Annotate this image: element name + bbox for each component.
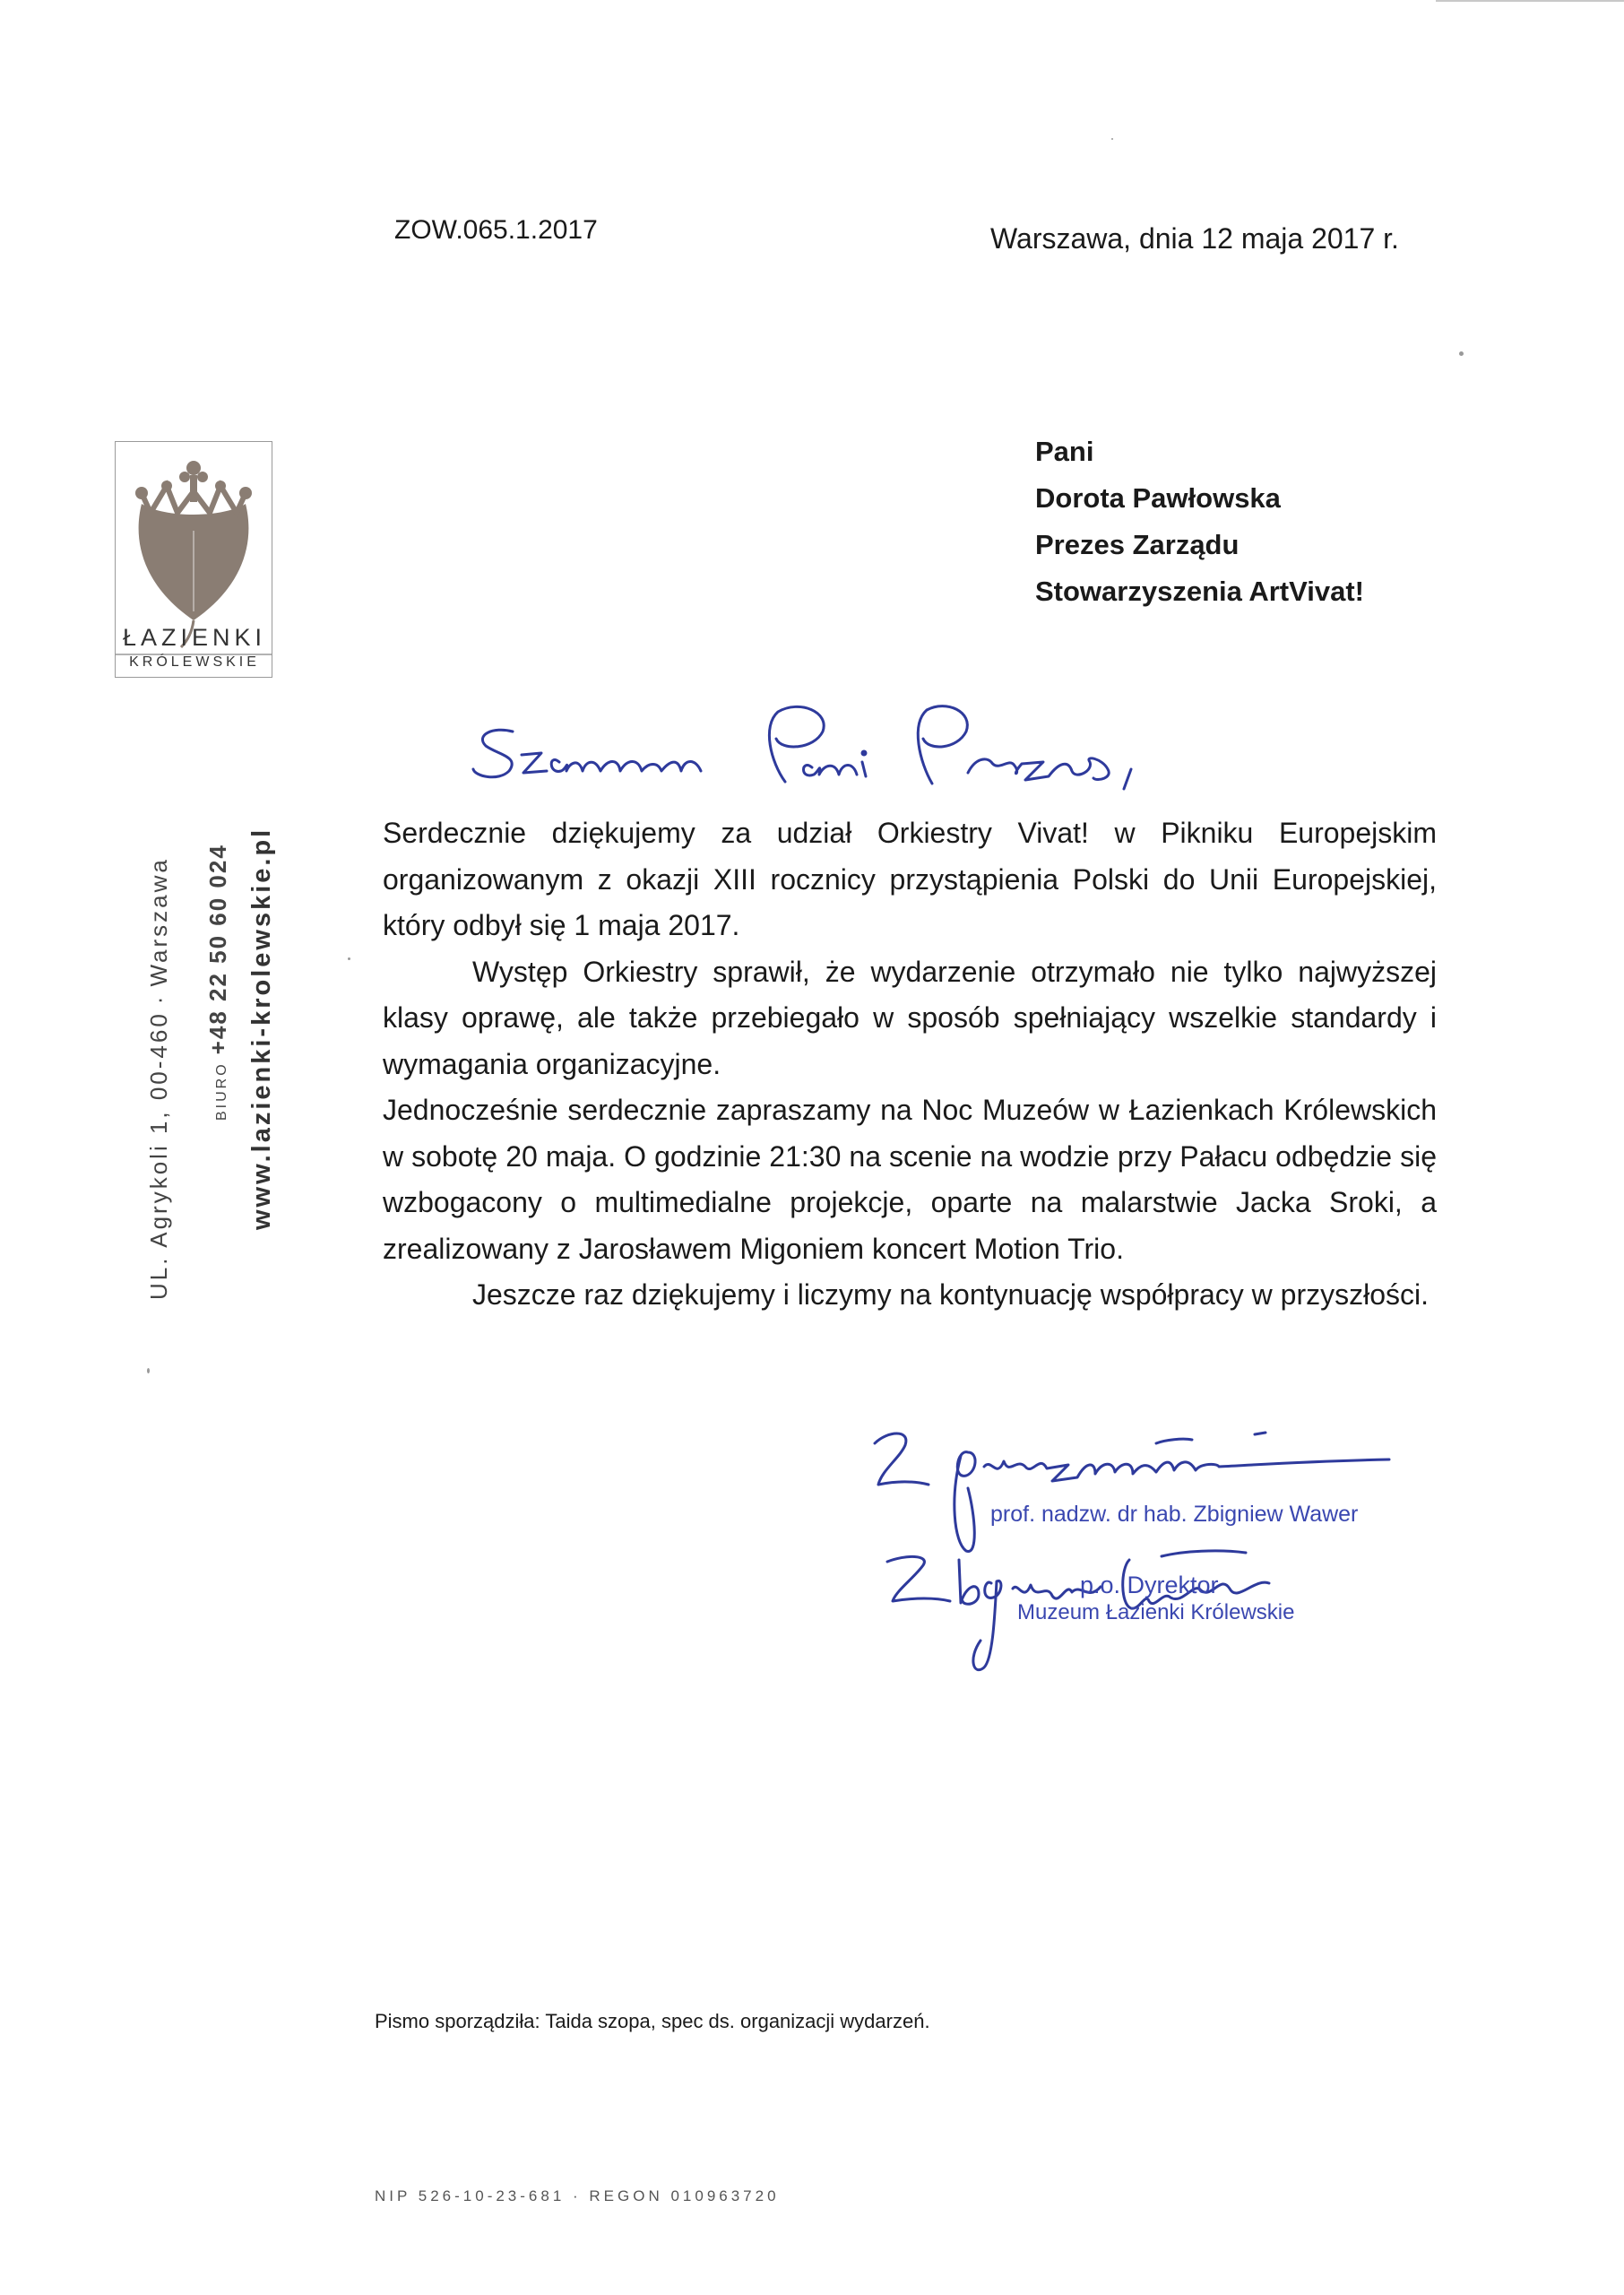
body-paragraph: Występ Orkiestry sprawił, że wydarzenie otrzymało nie tylko najwyższej klasy oprawę, ale także przebiegało w sposób spełniający wszelkie standardy i wymagania organizacyjne. — [383, 955, 1437, 1080]
addressee-line: Pani — [1035, 436, 1094, 467]
logo-text-lazienki: ŁAZIENKI — [122, 624, 267, 651]
body-paragraph: Serdecznie dziękujemy za udział Orkiestry Vivat! w Pikniku Europejskim organizowanym z okazji XIII rocznicy przystąpienia Polski do Unii Europejskiej, który odbył się 1 maja 2017. — [383, 817, 1437, 941]
stamp-institution: Muzeum Łazienki Królewskie — [1017, 1600, 1295, 1624]
scan-speck — [1111, 138, 1113, 140]
addressee-block — [1035, 429, 1364, 615]
sidebar-office-phone — [204, 844, 232, 1121]
sidebar-website: www.lazienki-krolewskie.pl — [247, 827, 276, 1230]
addressee-line: Dorota Pawłowska — [1035, 482, 1281, 514]
place-and-date: Warszawa, dnia 12 maja 2017 r. — [990, 222, 1399, 255]
scan-speck — [348, 957, 350, 960]
scan-speck — [147, 1368, 150, 1373]
address-street: UL. Agrykoli 1, 00-460 — [145, 1011, 172, 1300]
logo-text-krolewskie: KRÓLEWSKIE — [129, 654, 260, 670]
body-paragraph: Jednocześnie serdecznie zapraszamy na Noc Muzeów w Łazienkach Królewskich w sobotę 20 maja. O godzinie 21:30 na scenie na wodzie przy Pałacu odbędzie się wzbogacony o multimedialne projekcje, oparte na malarstwie Jacka Sroki, a zrealizowany z Jarosławem Migoniem koncert Motion Trio. — [383, 1094, 1437, 1265]
prepared-by-note: Pismo sporządziła: Taida szopa, spec ds. organizacji wydarzeń. — [375, 2010, 930, 2032]
letter-body — [383, 810, 1437, 1319]
stamp-role: p.o. Dyrektor — [1080, 1572, 1219, 1598]
body-paragraph: Jeszcze raz dziękujemy i liczymy na kontynuację współpracy w przyszłości. — [472, 1278, 1430, 1311]
reference-number: ZOW.065.1.2017 — [394, 215, 598, 245]
office-phone: +48 22 50 60 024 — [204, 844, 231, 1055]
scan-edge-line — [1436, 0, 1624, 2]
address-city: Warszawa — [145, 857, 172, 987]
handwritten-salutation — [466, 699, 1201, 798]
footer-tax-ids: NIP 526-10-23-681 · REGON 010963720 — [375, 2187, 780, 2204]
office-label: BIURO — [214, 1061, 229, 1121]
sidebar-address: UL. Agrykoli 1, 00-460·Warszawa — [145, 857, 172, 1300]
addressee-line: Stowarzyszenia ArtVivat! — [1035, 576, 1364, 607]
addressee-line: Prezes Zarządu — [1035, 529, 1240, 560]
scan-speck — [1459, 351, 1464, 356]
stamp-name: prof. nadzw. dr hab. Zbigniew Wawer — [990, 1502, 1359, 1527]
handwritten-closing-and-signature — [860, 1399, 1416, 1685]
